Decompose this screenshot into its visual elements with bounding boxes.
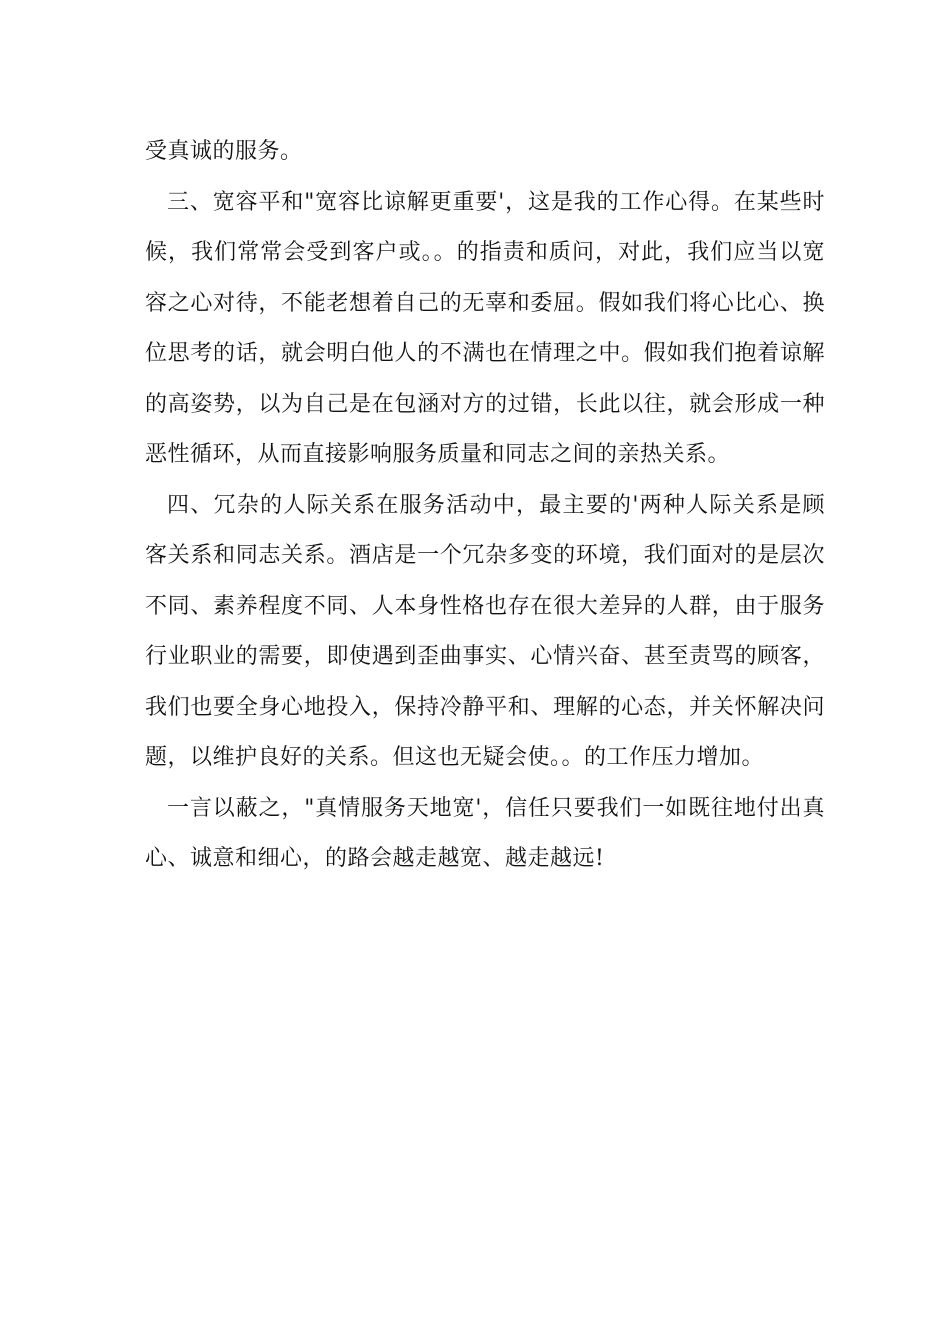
- paragraph-conclusion: 一言以蔽之，"真情服务天地宽'，信任只要我们一如既往地付出真心、诚意和细心，的路会越走越宽、越走越远!: [145, 795, 825, 871]
- document-body: [145, 127, 825, 885]
- paragraph-relationships: 四、冗杂的人际关系在服务活动中，最主要的'两种人际关系是顾客关系和同志关系。酒店是一个冗杂多变的环境，我们面对的是层次不同、素养程度不同、人本身性格也存在很大差异的人群，由于服务行业职业的需要，即使遇到歪曲事实、心情兴奋、甚至责骂的顾客，我们也要全身心地投入，保持冷静平和、理解的心态，并关怀解决问题，以维护良好的关系。但这也无疑会使。。的工作压力增加。: [145, 492, 825, 770]
- paragraph-tolerance: 三、宽容平和"宽容比谅解更重要'，这是我的工作心得。在某些时候，我们常常会受到客户或。。的指责和质问，对此，我们应当以宽容之心对待，不能老想着自己的无辜和委屈。假如我们将心比心、换位思考的话，就会明白他人的不满也在情理之中。假如我们抱着谅解的高姿势，以为自己是在包涵对方的过错，长此以往，就会形成一种恶性循环，从而直接影响服务质量和同志之间的亲热关系。: [145, 189, 825, 467]
- paragraph-continuation: 受真诚的服务。: [145, 139, 303, 164]
